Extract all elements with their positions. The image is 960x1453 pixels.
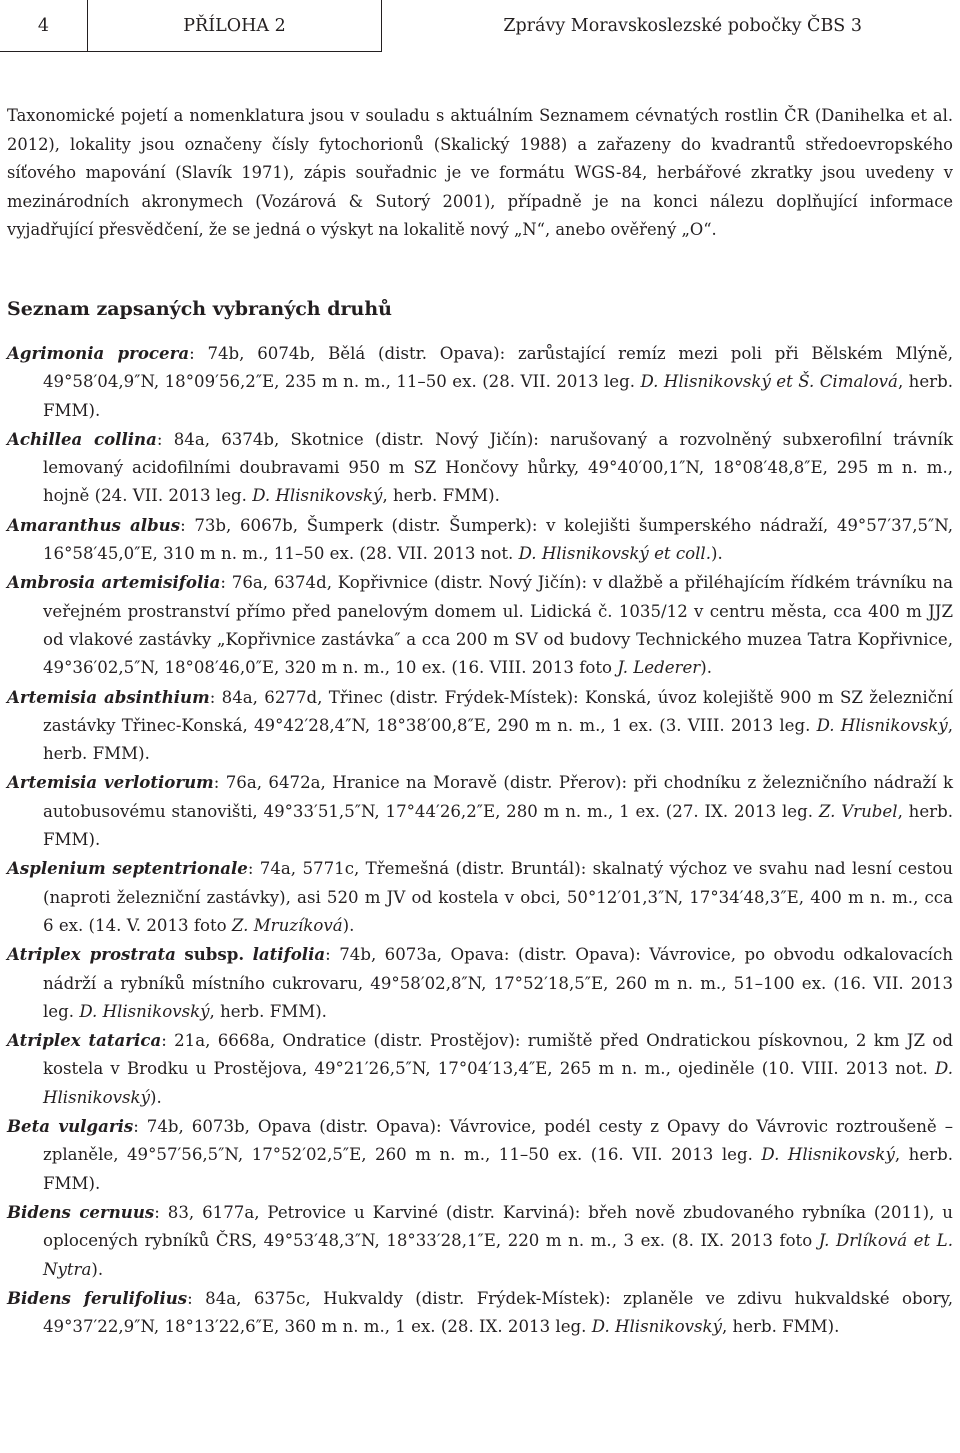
species-entry: Beta vulgaris: 74b, 6073b, Opava (distr. Opava): Vávrovice, podél cesty z Opavy do Vávrovic roztroušeně – zplaněle, 49°57′56,5″N, 17°52′02,5″E, 260 m n. m., 11–50 ex. (16. VII. 2013 leg. D. Hlisnikovský, herb. FMM). — [7, 1116, 954, 1193]
entry-tail: ). — [711, 544, 723, 564]
species-entry: Amaranthus albus: 73b, 6067b, Šumperk (distr. Šumperk): v kolejišti šumperského nádraží, 49°57′37,5″N, 16°58′45,0″E, 310 m n. m., 11–50 ex. (28. VII. 2013 not. D. Hlisnikovský et coll.). — [7, 514, 953, 564]
collector-name: D. Hlisnikovský — [761, 1145, 895, 1165]
species-name: Achillea collina — [7, 428, 157, 449]
species-entry: Asplenium septentrionale: 74a, 5771c, Třemešná (distr. Bruntál): skalnatý výchoz ve svahu nad lesní cestou (naproti železniční zastávky), asi 520 m JV od kostela v obci, 50°12′01,3″N, 17°34′48,3″E, 400 m n. m., cca 6 ex. (14. V. 2013 foto Z. Mruzíková). — [7, 858, 953, 935]
collector-name: D. Hlisnikovský et Š. Cimalová — [640, 372, 898, 392]
subspecies-name: latifolia — [252, 944, 326, 965]
species-entry: Atriplex prostrata subsp. latifolia: 74b, 6073a, Opava: (distr. Opava): Vávrovice, po obvodu odkalovacích nádrží a rybníků místního cukrovaru, 49°58′02,8″N, 17°52′18,5″E, 260 m n. m., 51–100 ex. (16. VII. 2013 leg. D. Hlisnikovský, herb. FMM). — [7, 944, 953, 1021]
locality-text: 74b, 6073a, Opava: (distr. Opava): Vávrovice, po obvodu odkalovacích nádrží a rybníků místního cukrovaru, 49°58′02,8″N, 17°52′18,5″E, 260 m n. m., 51–100 ex. (16. VII. 2013 leg. — [43, 945, 953, 1021]
collector-name: D. Hlisnikovský — [252, 486, 383, 506]
species-name: Atriplex prostrata — [7, 944, 176, 965]
intro-paragraph: Taxonomické pojetí a nomenklatura jsou v souladu s aktuálním Seznamem cévnatých rostlin ČR (Danihelka et al. 2012), lokality jsou označeny čísly fytochorionů (Skalický 1988) a zařazeny do kvadrantů středoevropského síťového mapování (Slavík 1971), zápis souřadnic je ve formátu WGS-84, herbářové zkratky jsou uvedeny v mezinárodních akronymech (Vozárová & Sutorý 2001), případně je na konci nálezu doplňující informace vyjadřující přesvědčení, že se jedná o výskyt na lokalitě nový „N“, anebo ověřený „O“. — [7, 106, 953, 239]
entry-tail: , herb. FMM). — [209, 1001, 327, 1021]
species-entry: Achillea collina: 84a, 6374b, Skotnice (distr. Nový Jičín): narušovaný a rozvolněný subxerofilní trávník lemovaný acidofilními doubravami 950 m SZ Hončovy hůrky, 49°40′00,1″N, 18°08′48,8″E, 295 m n. m., hojně (24. VII. 2013 leg. D. Hlisnikovský, herb. FMM). — [7, 428, 953, 506]
collector-name: J. Drlíková et L. Nytra — [43, 1231, 953, 1279]
entry-tail: ). — [342, 915, 355, 935]
species-entry: Ambrosia artemisifolia: 76a, 6374d, Kopřivnice (distr. Nový Jičín): v dlažbě a přiléhajícím řídkém trávníku na veřejném prostranství přímo před panelovým domem ul. Lidická č. 1035/12 v centru města, cca 400 m JJZ od vlakové zastávky „Kopřivnice zastávka″ a cca 200 m SV od budovy Technického muzea Tatra Kopřivnice, 49°36′02,5″N, 18°08′46,0″E, 320 m n. m., 10 ex. (16. VIII. 2013 foto J. Lederer). — [7, 572, 953, 678]
entry-tail: , herb. FMM). — [43, 715, 953, 764]
page-number: 4 — [0, 0, 88, 52]
entry-tail: ). — [91, 1259, 104, 1279]
section-heading: Seznam zapsaných vybraných druhů — [7, 298, 392, 320]
species-name: Artemisia verlotiorum — [7, 772, 214, 793]
subspecies-label: subsp. — [184, 944, 245, 965]
species-entry: Bidens cernuus: 83, 6177a, Petrovice u Karviné (distr. Karviná): břeh nově zbudovaného rybníka (2011), u oplocených rybníků ČRS, 49°53′48,3″N, 18°33′28,1″E, 220 m n. m., 3 ex. (8. IX. 2013 foto J. Drlíková et L. Nytra). — [7, 1201, 953, 1279]
species-name: Asplenium septentrionale — [7, 858, 248, 879]
species-name: Bidens cernuus — [7, 1201, 155, 1222]
locality-text: 84a, 6277d, Třinec (distr. Frýdek-Místek): Konská, úvoz kolejiště 900 m SZ železniční zastávky Třinec-Konská, 49°42′28,4″N, 18°38′00,8″E, 290 m n. m., 1 ex. (3. VIII. 2013 leg. — [43, 687, 953, 735]
species-name: Atriplex tatarica — [7, 1030, 162, 1051]
species-name: Beta vulgaris — [7, 1116, 134, 1137]
species-list — [7, 339, 953, 1341]
collector-name: Z. Vrubel — [818, 801, 898, 821]
species-name: Ambrosia artemisifolia — [7, 572, 221, 593]
journal-title: Zprávy Moravskoslezské pobočky ČBS 3 — [503, 16, 862, 36]
species-entry: Atriplex tatarica: 21a, 6668a, Ondratice (distr. Prostějov): rumiště před Ondratickou pískovnou, 2 km JZ od kostela v Brodku u Prostějova, 49°21′26,5″N, 17°04′13,4″E, 265 m n. m., ojediněle (10. VIII. 2013 not. D. Hlisnikovský). — [7, 1030, 953, 1107]
collector-name: D. Hlisnikovský — [43, 1059, 953, 1107]
collector-name: Z. Mruzíková — [231, 915, 343, 935]
collector-name: D. Hlisnikovský et coll. — [518, 544, 712, 564]
entry-tail: , herb. FMM). — [43, 801, 953, 850]
species-name: Agrimonia procera — [7, 343, 190, 363]
locality-text: 76a, 6374d, Kopřivnice (distr. Nový Jičín): v dlažbě a přiléhajícím řídkém trávníku na veřejném prostranství přímo před panelovým domem ul. Lidická č. 1035/12 v centru města, cca 400 m JJZ od vlakové zastávky „Kopřivnice zastávka″ a cca 200 m SV od budovy Technického muzea Tatra Kopřivnice, 49°36′02,5″N, 18°08′46,0″E, 320 m n. m., 10 ex. (16. VIII. 2013 foto — [43, 573, 953, 678]
species-name: Amaranthus albus — [7, 514, 181, 535]
locality-text: 21a, 6668a, Ondratice (distr. Prostějov): rumiště před Ondratickou pískovnou, 2 km JZ od kostela v Brodku u Prostějova, 49°21′26,5″N, 17°04′13,4″E, 265 m n. m., ojediněle (10. VIII. 2013 not. — [43, 1031, 953, 1079]
entry-tail: , herb. FMM). — [721, 1317, 840, 1337]
species-name: Bidens ferulifolius — [7, 1287, 188, 1308]
entry-tail: ). — [149, 1087, 162, 1107]
locality-text: 74a, 5771c, Třemešná (distr. Bruntál): skalnatý výchoz ve svahu nad lesní cestou (naproti železniční zastávky), asi 520 m JV od kostela v obci, 50°12′01,3″N, 17°34′48,3″E, 400 m n. m., cca 6 ex. (14. V. 2013 foto — [43, 859, 953, 935]
page-header — [0, 0, 960, 52]
species-name: Artemisia absinthium — [7, 686, 210, 707]
collector-name: J. Lederer — [617, 658, 701, 678]
entry-tail: , herb. FMM). — [382, 486, 500, 506]
locality-text: 73b, 6067b, Šumperk (distr. Šumperk): v kolejišti šumperského nádraží, 49°57′37,5″N, 16°58′45,0″E, 310 m n. m., 11–50 ex. (28. VII. 2013 not. — [43, 515, 953, 564]
species-entry: Artemisia absinthium: 84a, 6277d, Třinec (distr. Frýdek-Místek): Konská, úvoz kolejiště 900 m SZ železniční zastávky Třinec-Konská, 49°42′28,4″N, 18°38′00,8″E, 290 m n. m., 1 ex. (3. VIII. 2013 leg. D. Hlisnikovský, herb. FMM). — [7, 686, 953, 764]
locality-text: 83, 6177a, Petrovice u Karviné (distr. Karviná): břeh nově zbudovaného rybníka (2011), u oplocených rybníků ČRS, 49°53′48,3″N, 18°33′28,1″E, 220 m n. m., 3 ex. (8. IX. 2013 foto — [43, 1202, 953, 1251]
collector-name: D. Hlisnikovský — [816, 715, 948, 735]
locality-text: 76a, 6472a, Hranice na Moravě (distr. Přerov): při chodníku z železničního nádraží k autobusovému stanovišti, 49°33′51,5″N, 17°44′26,2″E, 280 m n. m., 1 ex. (27. IX. 2013 leg. — [43, 773, 953, 821]
entry-tail: ). — [700, 658, 712, 678]
entry-tail: , herb. FMM). — [43, 372, 953, 420]
collector-name: D. Hlisnikovský — [79, 1001, 210, 1021]
entry-tail: , herb. FMM). — [43, 1145, 953, 1193]
species-entry: Agrimonia procera: 74b, 6074b, Bělá (distr. Opava): zarůstající remíz mezi poli při Bělském Mlýně, 49°58′04,9″N, 18°09′56,2″E, 235 m n. m., 11–50 ex. (28. VII. 2013 leg. D. Hlisnikovský et Š. Cimalová, herb. FMM). — [7, 343, 953, 420]
locality-text: 84a, 6374b, Skotnice (distr. Nový Jičín): narušovaný a rozvolněný subxerofilní trávník lemovaný acidofilními doubravami 950 m SZ Hončovy hůrky, 49°40′00,1″N, 18°08′48,8″E, 295 m n. m., hojně (24. VII. 2013 leg. — [43, 429, 953, 506]
collector-name: D. Hlisnikovský — [591, 1317, 722, 1337]
locality-text: 74b, 6074b, Bělá (distr. Opava): zarůstající remíz mezi poli při Bělském Mlýně, 49°58′04,9″N, 18°09′56,2″E, 235 m n. m., 11–50 ex. (28. VII. 2013 leg. — [43, 344, 953, 392]
locality-text: 74b, 6073b, Opava (distr. Opava): Vávrovice, podél cesty z Opavy do Vávrovic roztroušeně – zplaněle, 49°57′56,5″N, 17°52′02,5″E, 260 m n. m., 11–50 ex. (16. VII. 2013 leg. — [43, 1117, 954, 1165]
appendix-label: PŘÍLOHA 2 — [88, 0, 382, 52]
species-entry: Artemisia verlotiorum: 76a, 6472a, Hranice na Moravě (distr. Přerov): při chodníku z železničního nádraží k autobusovému stanovišti, 49°33′51,5″N, 17°44′26,2″E, 280 m n. m., 1 ex. (27. IX. 2013 leg. Z. Vrubel, herb. FMM). — [7, 772, 953, 850]
species-entry: Bidens ferulifolius: 84a, 6375c, Hukvaldy (distr. Frýdek-Místek): zplaněle ve zdivu hukvaldské obory, 49°37′22,9″N, 18°13′22,6″E, 360 m n. m., 1 ex. (28. IX. 2013 leg. D. Hlisnikovský, herb. FMM). — [7, 1287, 953, 1337]
locality-text: 84a, 6375c, Hukvaldy (distr. Frýdek-Místek): zplaněle ve zdivu hukvaldské obory, 49°37′22,9″N, 18°13′22,6″E, 360 m n. m., 1 ex. (28. IX. 2013 leg. — [43, 1288, 953, 1337]
